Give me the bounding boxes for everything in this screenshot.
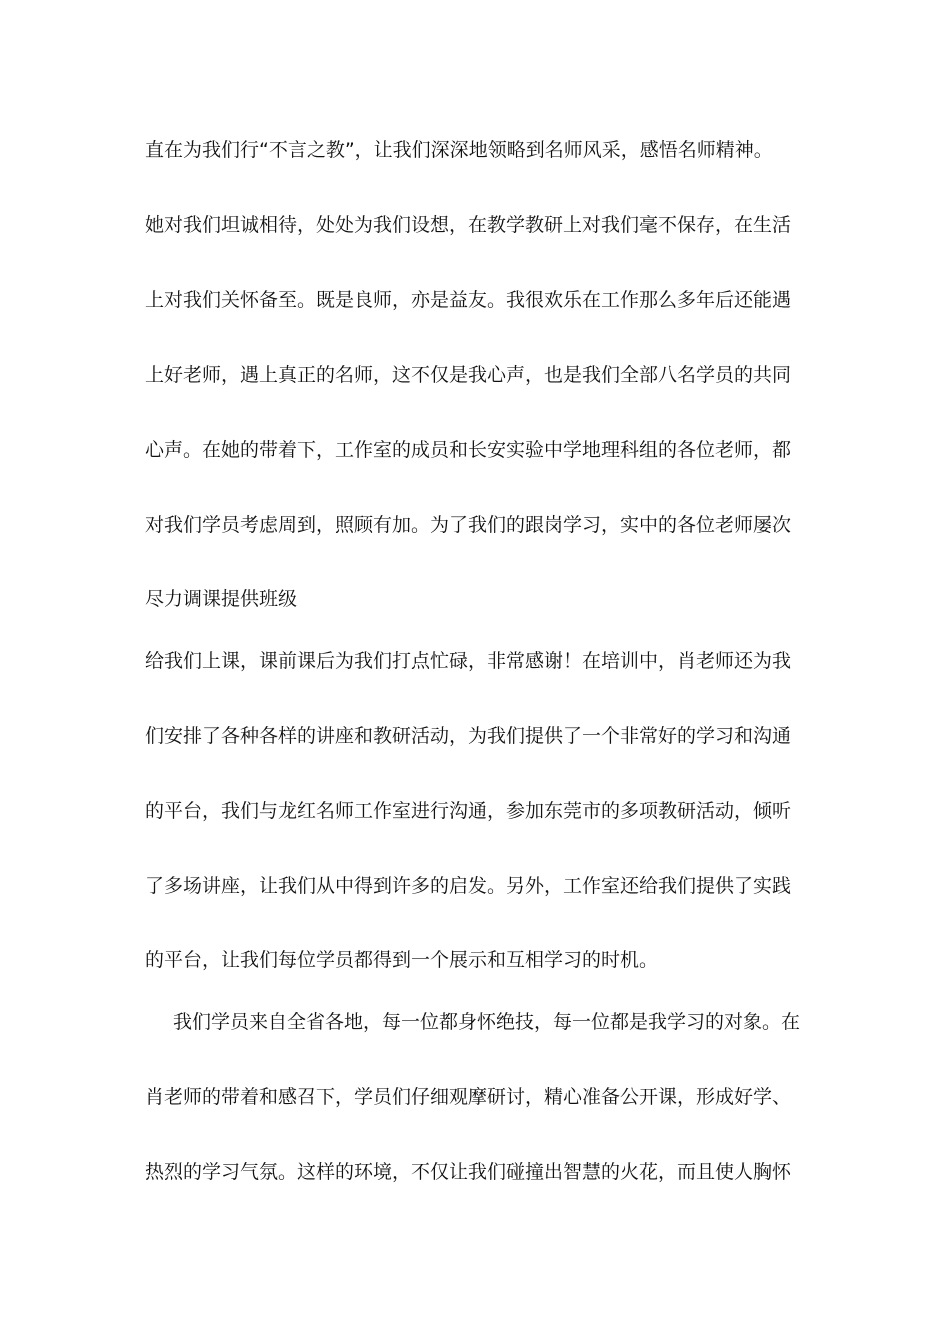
text-line: 了多场讲座，让我们从中得到许多的启发。另外，工作室还给我们提供了实践 xyxy=(145,875,792,897)
paragraph-first-line: 我们学员来自全省各地，每一位都身怀绝技，每一位都是我学习的对象。在 xyxy=(173,1011,801,1033)
text-line: 们安排了各种各样的讲座和教研活动，为我们提供了一个非常好的学习和沟通 xyxy=(145,725,792,747)
text-line: 的平台，我们与龙红名师工作室进行沟通，参加东莞市的多项教研活动，倾听 xyxy=(145,800,792,822)
text-line: 上好老师，遇上真正的名师，这不仅是我心声，也是我们全部八名学员的共同 xyxy=(145,364,792,386)
text-line: 她对我们坦诚相待，处处为我们设想，在教学教研上对我们毫不保存，在生活 xyxy=(145,214,792,236)
text-line: 直在为我们行“不言之教”，让我们深深地领略到名师风采，感悟名师精神。 xyxy=(145,139,773,161)
text-line: 对我们学员考虑周到，照顾有加。为了我们的跟岗学习，实中的各位老师屡次 xyxy=(145,514,792,536)
text-line: 上对我们关怀备至。既是良师，亦是益友。我很欢乐在工作那么多年后还能遇 xyxy=(145,289,792,311)
text-line: 给我们上课，课前课后为我们打点忙碌，非常感谢！在培训中，肖老师还为我 xyxy=(145,650,792,672)
text-line: 肖老师的带着和感召下，学员们仔细观摩研讨，精心准备公开课，形成好学、 xyxy=(145,1086,792,1108)
text-line: 心声。在她的带着下，工作室的成员和长安实验中学地理科组的各位老师，都 xyxy=(145,439,792,461)
text-line: 尽力调课提供班级 xyxy=(145,588,298,610)
text-line: 热烈的学习气氛。这样的环境，不仅让我们碰撞出智慧的火花，而且使人胸怀 xyxy=(145,1161,792,1183)
text-line: 的平台，让我们每位学员都得到一个展示和互相学习的时机。 xyxy=(145,949,659,971)
